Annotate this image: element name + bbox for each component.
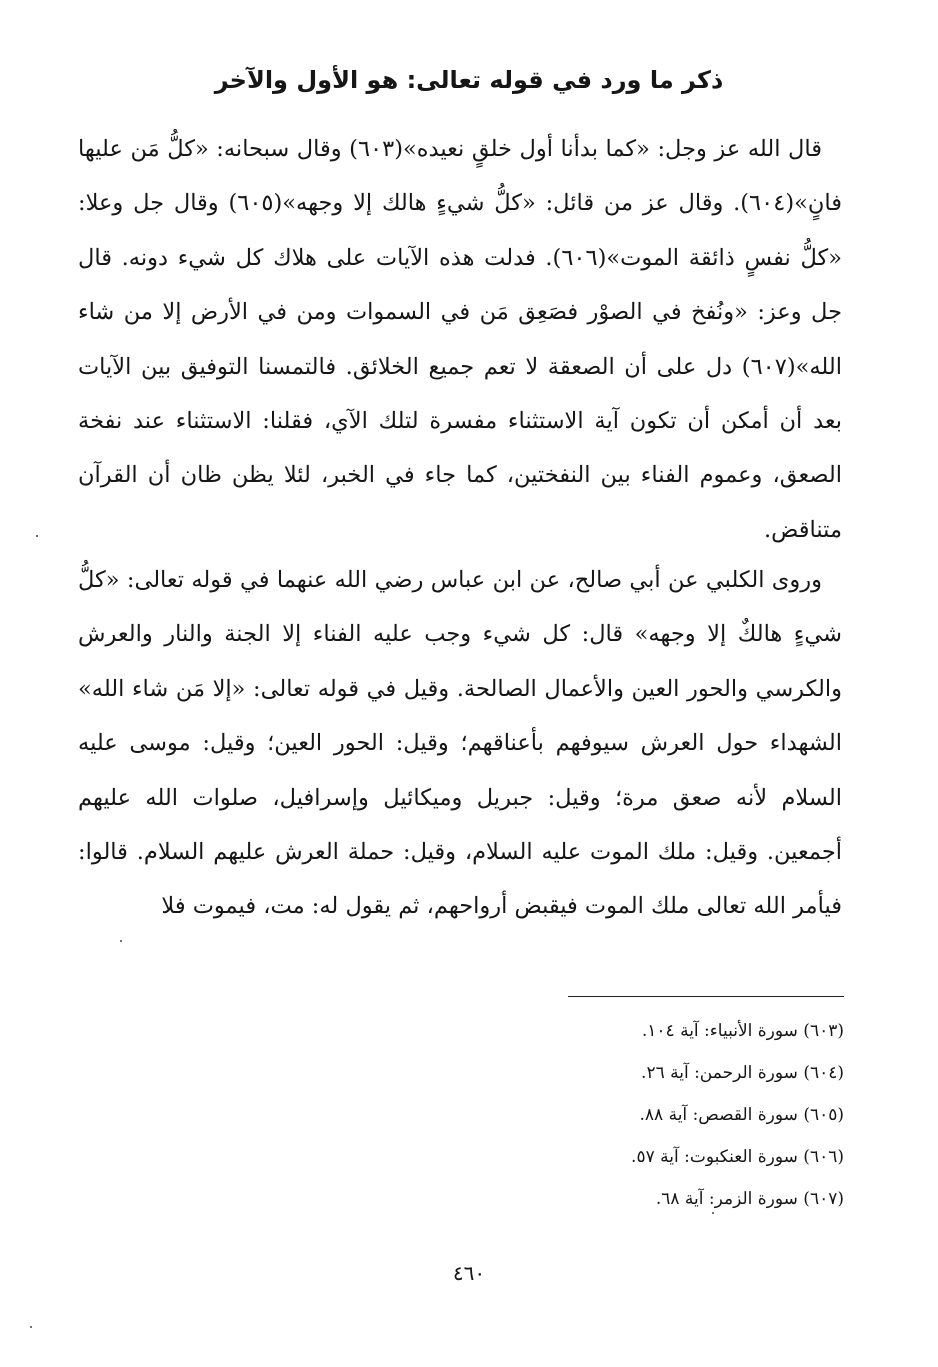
footnote-606: (٦٠٦) سورة العنكبوت: آية ٥٧. [631,1147,844,1167]
scan-speck [120,940,122,942]
footnote-607: (٦٠٧) سورة الزمر: آية ٦٨. [655,1189,844,1209]
scan-speck [30,1326,32,1328]
body-paragraph-1: قال الله عز وجل: «كما بدأنا أول خلقٍ نعيده»(٦٠٣) وقال سبحانه: «كلُّ مَن عليها فانٍ»(٦٠٤). وقال عز من قائل: «كلُّ شيءٍ هالك إلا وجهه»(٦٠٥) وقال جل وعلا: «كلُّ نفسٍ ذائقة الموت»(٦٠٦). فدلت هذه الآيات على هلاك كل شيء دونه. قال جل وعز: «ونُفخ في الصوْر فصَعِق مَن في السموات ومن في الأرض إلا من شاء الله»(٦٠٧) دل على أن الصعقة لا تعم جميع الخلائق. فالتمسنا التوفيق بين الآيات بعد أن أمكن أن تكون آية الاستثناء مفسرة لتلك الآي، فقلنا: الاستثناء عند نفخة الصعق، وعموم الفناء بين النفختين، كما جاء في الخبر، لئلا يظن ظان أن القرآن متناقض. [78,136,842,543]
scan-speck [36,535,38,537]
body-paragraph-2: وروى الكلبي عن أبي صالح، عن ابن عباس رضي الله عنهما في قوله تعالى: «كلُّ شيءٍ هالكٌ إلا وجهه» قال: كل شيء وجب عليه الفناء إلا الجنة والنار والعرش والكرسي والحور العين والأعمال الصالحة. وقيل في قوله تعالى: «إلا مَن شاء الله» الشهداء حول العرش سيوفهم بأعناقهم؛ وقيل: الحور العين؛ وقيل: موسى عليه السلام لأنه صعق مرة؛ وقيل: جبريل وميكائيل وإسرافيل، صلوات الله عليهم أجمعين. وقيل: ملك الموت عليه السلام، وقيل: حملة العرش عليهم السلام. قالوا: فيأمر الله تعالى ملك الموت فيقبض أرواحهم، ثم يقول له: مت، فيموت فلا [78,567,842,920]
page-number: ٤٦٠ [452,1261,486,1285]
footnote-separator [568,996,844,997]
chapter-heading: ذكر ما ورد في قوله تعالى: هو الأول والآخر [214,66,724,94]
footnote-603: (٦٠٣) سورة الأنبياء: آية ١٠٤. [641,1021,844,1041]
footnote-604: (٦٠٤) سورة الرحمن: آية ٢٦. [641,1063,844,1083]
footnotes-list [424,1010,844,1220]
scan-speck [712,1212,714,1214]
footnote-605: (٦٠٥) سورة القصص: آية ٨٨. [639,1105,844,1125]
